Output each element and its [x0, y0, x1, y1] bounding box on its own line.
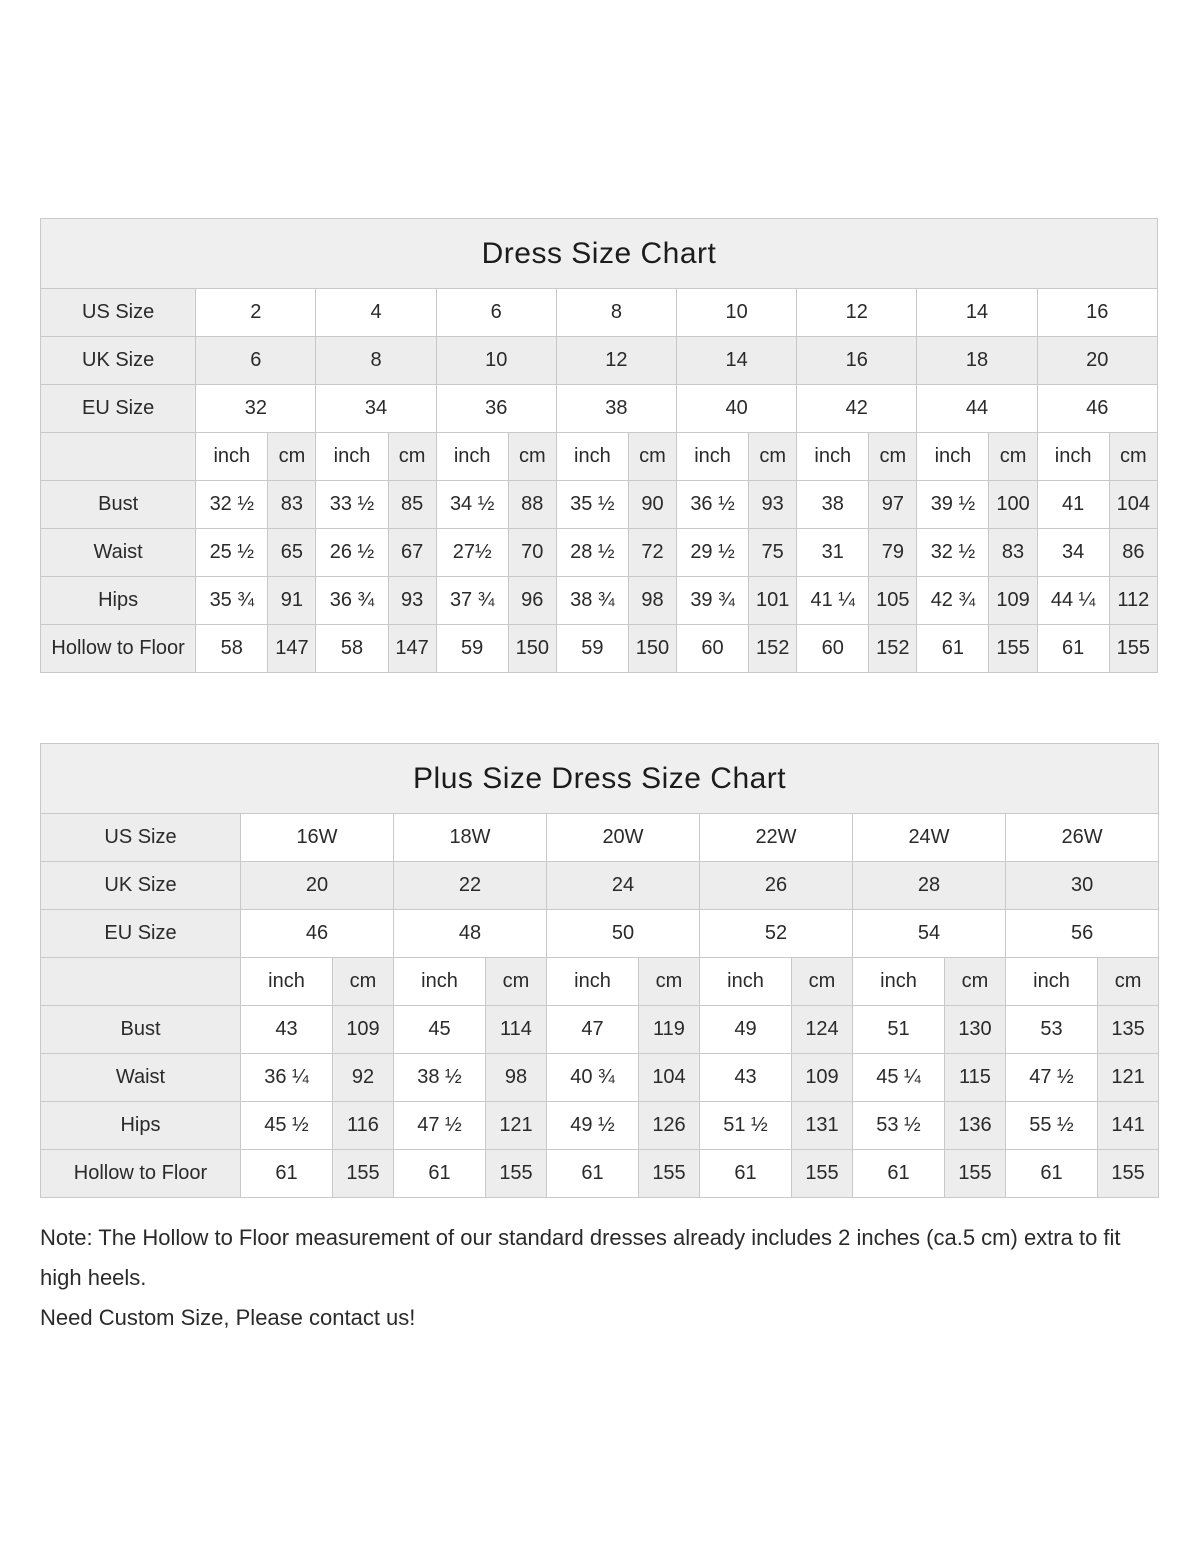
measurement-inch-cell: 35 ¾ [196, 577, 268, 625]
row-label: Hips [41, 1102, 241, 1150]
measurement-cm-cell: 115 [945, 1054, 1006, 1102]
measurement-inch-cell: 59 [556, 625, 628, 673]
measurement-cm-cell: 67 [388, 529, 436, 577]
measurement-inch-cell: 59 [436, 625, 508, 673]
size-value-cell: 36 [436, 385, 556, 433]
unit-inch-label: inch [677, 433, 749, 481]
unit-row-label [41, 958, 241, 1006]
size-value-cell: 46 [1037, 385, 1157, 433]
unit-cm-label: cm [989, 433, 1037, 481]
measurement-inch-cell: 38 [797, 481, 869, 529]
measurement-inch-cell: 61 [547, 1150, 639, 1198]
measurement-inch-cell: 49 ½ [547, 1102, 639, 1150]
measurement-cm-cell: 121 [486, 1102, 547, 1150]
size-value-cell: 14 [917, 289, 1037, 337]
measurement-cm-cell: 130 [945, 1006, 1006, 1054]
size-value-cell: 2 [196, 289, 316, 337]
measurement-inch-cell: 58 [196, 625, 268, 673]
size-value-cell: 6 [436, 289, 556, 337]
measurement-inch-cell: 61 [700, 1150, 792, 1198]
measurement-cm-cell: 116 [333, 1102, 394, 1150]
measurement-inch-cell: 38 ½ [394, 1054, 486, 1102]
measurement-cm-cell: 150 [628, 625, 676, 673]
measurement-cm-cell: 152 [869, 625, 917, 673]
measurement-cm-cell: 112 [1109, 577, 1157, 625]
size-value-cell: 12 [556, 337, 676, 385]
measurement-cm-cell: 121 [1098, 1054, 1159, 1102]
measurement-inch-cell: 31 [797, 529, 869, 577]
unit-cm-label: cm [1109, 433, 1157, 481]
table-title: Plus Size Dress Size Chart [41, 744, 1159, 814]
unit-inch-label: inch [1006, 958, 1098, 1006]
measurement-cm-cell: 152 [749, 625, 797, 673]
measurement-inch-cell: 61 [241, 1150, 333, 1198]
measurement-inch-cell: 38 ¾ [556, 577, 628, 625]
measurement-cm-cell: 155 [945, 1150, 1006, 1198]
size-value-cell: 10 [436, 337, 556, 385]
measurement-cm-cell: 70 [508, 529, 556, 577]
size-value-cell: 30 [1006, 862, 1159, 910]
unit-cm-label: cm [628, 433, 676, 481]
measurement-cm-cell: 155 [989, 625, 1037, 673]
measurement-cm-cell: 109 [333, 1006, 394, 1054]
size-value-cell: 46 [241, 910, 394, 958]
row-label: Hollow to Floor [41, 1150, 241, 1198]
row-label: US Size [41, 814, 241, 862]
measurement-inch-cell: 29 ½ [677, 529, 749, 577]
row-label: UK Size [41, 337, 196, 385]
measurement-cm-cell: 96 [508, 577, 556, 625]
size-value-cell: 52 [700, 910, 853, 958]
size-value-cell: 24 [547, 862, 700, 910]
unit-inch-label: inch [394, 958, 486, 1006]
measurement-inch-cell: 34 ½ [436, 481, 508, 529]
measurement-inch-cell: 60 [677, 625, 749, 673]
measurement-inch-cell: 35 ½ [556, 481, 628, 529]
size-value-cell: 32 [196, 385, 316, 433]
size-value-cell: 10 [677, 289, 797, 337]
measurement-inch-cell: 55 ½ [1006, 1102, 1098, 1150]
row-label: Hollow to Floor [41, 625, 196, 673]
size-value-cell: 38 [556, 385, 676, 433]
row-label: Bust [41, 1006, 241, 1054]
size-value-cell: 8 [556, 289, 676, 337]
note-hollow-to-floor-text: Note: The Hollow to Floor measurement of our standard dresses already includes 2 inches (ca.5 cm) extra to fit high heels. [40, 1225, 1121, 1290]
size-value-cell: 18 [917, 337, 1037, 385]
size-value-cell: 26 [700, 862, 853, 910]
plus-size-dress-size-chart-table [40, 743, 1159, 1198]
note-custom-size-text: Need Custom Size, Please contact us! [40, 1305, 416, 1330]
size-value-cell: 26W [1006, 814, 1159, 862]
unit-row-label [41, 433, 196, 481]
unit-cm-label: cm [486, 958, 547, 1006]
size-value-cell: 54 [853, 910, 1006, 958]
size-value-cell: 28 [853, 862, 1006, 910]
table-title: Dress Size Chart [41, 219, 1158, 289]
measurement-cm-cell: 83 [268, 481, 316, 529]
measurement-inch-cell: 34 [1037, 529, 1109, 577]
measurement-cm-cell: 88 [508, 481, 556, 529]
size-value-cell: 22 [394, 862, 547, 910]
measurement-cm-cell: 75 [749, 529, 797, 577]
size-value-cell: 16W [241, 814, 394, 862]
unit-inch-label: inch [196, 433, 268, 481]
unit-inch-label: inch [700, 958, 792, 1006]
unit-cm-label: cm [749, 433, 797, 481]
measurement-cm-cell: 86 [1109, 529, 1157, 577]
measurement-cm-cell: 136 [945, 1102, 1006, 1150]
measurement-inch-cell: 61 [1037, 625, 1109, 673]
measurement-cm-cell: 101 [749, 577, 797, 625]
row-label: EU Size [41, 385, 196, 433]
size-value-cell: 6 [196, 337, 316, 385]
measurement-cm-cell: 85 [388, 481, 436, 529]
size-value-cell: 40 [677, 385, 797, 433]
measurement-cm-cell: 124 [792, 1006, 853, 1054]
unit-inch-label: inch [1037, 433, 1109, 481]
dress-size-chart-table [40, 218, 1158, 673]
tables-container [40, 218, 1160, 1198]
measurement-inch-cell: 40 ¾ [547, 1054, 639, 1102]
measurement-inch-cell: 32 ½ [917, 529, 989, 577]
size-value-cell: 44 [917, 385, 1037, 433]
unit-cm-label: cm [268, 433, 316, 481]
measurement-cm-cell: 104 [1109, 481, 1157, 529]
measurement-cm-cell: 90 [628, 481, 676, 529]
size-value-cell: 48 [394, 910, 547, 958]
measurement-inch-cell: 47 [547, 1006, 639, 1054]
row-label: Waist [41, 529, 196, 577]
measurement-inch-cell: 61 [853, 1150, 945, 1198]
measurement-inch-cell: 25 ½ [196, 529, 268, 577]
size-value-cell: 24W [853, 814, 1006, 862]
measurement-inch-cell: 37 ¾ [436, 577, 508, 625]
measurement-cm-cell: 155 [639, 1150, 700, 1198]
measurement-inch-cell: 53 [1006, 1006, 1098, 1054]
measurement-inch-cell: 41 [1037, 481, 1109, 529]
size-value-cell: 12 [797, 289, 917, 337]
unit-cm-label: cm [945, 958, 1006, 1006]
measurement-inch-cell: 61 [394, 1150, 486, 1198]
unit-inch-label: inch [316, 433, 388, 481]
measurement-inch-cell: 26 ½ [316, 529, 388, 577]
size-value-cell: 16 [797, 337, 917, 385]
unit-inch-label: inch [797, 433, 869, 481]
size-value-cell: 56 [1006, 910, 1159, 958]
measurement-inch-cell: 51 [853, 1006, 945, 1054]
measurement-inch-cell: 39 ¾ [677, 577, 749, 625]
measurement-inch-cell: 28 ½ [556, 529, 628, 577]
measurement-cm-cell: 100 [989, 481, 1037, 529]
unit-cm-label: cm [333, 958, 394, 1006]
measurement-cm-cell: 114 [486, 1006, 547, 1054]
unit-inch-label: inch [853, 958, 945, 1006]
size-value-cell: 8 [316, 337, 436, 385]
measurement-inch-cell: 45 ½ [241, 1102, 333, 1150]
size-value-cell: 18W [394, 814, 547, 862]
measurement-cm-cell: 98 [486, 1054, 547, 1102]
measurement-cm-cell: 155 [333, 1150, 394, 1198]
measurement-cm-cell: 105 [869, 577, 917, 625]
measurement-cm-cell: 93 [388, 577, 436, 625]
unit-cm-label: cm [388, 433, 436, 481]
measurement-cm-cell: 83 [989, 529, 1037, 577]
measurement-inch-cell: 53 ½ [853, 1102, 945, 1150]
unit-inch-label: inch [241, 958, 333, 1006]
measurement-cm-cell: 98 [628, 577, 676, 625]
measurement-inch-cell: 33 ½ [316, 481, 388, 529]
measurement-cm-cell: 97 [869, 481, 917, 529]
measurement-cm-cell: 104 [639, 1054, 700, 1102]
measurement-cm-cell: 131 [792, 1102, 853, 1150]
row-label: US Size [41, 289, 196, 337]
measurement-cm-cell: 155 [1109, 625, 1157, 673]
measurement-inch-cell: 36 ¾ [316, 577, 388, 625]
measurement-inch-cell: 27½ [436, 529, 508, 577]
unit-inch-label: inch [436, 433, 508, 481]
measurement-inch-cell: 45 [394, 1006, 486, 1054]
size-value-cell: 42 [797, 385, 917, 433]
measurement-cm-cell: 155 [486, 1150, 547, 1198]
measurement-cm-cell: 135 [1098, 1006, 1159, 1054]
measurement-inch-cell: 42 ¾ [917, 577, 989, 625]
measurement-cm-cell: 93 [749, 481, 797, 529]
measurement-inch-cell: 39 ½ [917, 481, 989, 529]
row-label: Waist [41, 1054, 241, 1102]
measurement-cm-cell: 147 [268, 625, 316, 673]
measurement-cm-cell: 119 [639, 1006, 700, 1054]
measurement-inch-cell: 43 [241, 1006, 333, 1054]
size-value-cell: 22W [700, 814, 853, 862]
measurement-cm-cell: 91 [268, 577, 316, 625]
measurement-cm-cell: 147 [388, 625, 436, 673]
size-value-cell: 14 [677, 337, 797, 385]
measurement-inch-cell: 32 ½ [196, 481, 268, 529]
size-value-cell: 34 [316, 385, 436, 433]
measurement-cm-cell: 155 [792, 1150, 853, 1198]
measurement-inch-cell: 45 ¼ [853, 1054, 945, 1102]
size-value-cell: 20 [241, 862, 394, 910]
measurement-inch-cell: 36 ¼ [241, 1054, 333, 1102]
measurement-cm-cell: 109 [989, 577, 1037, 625]
unit-cm-label: cm [508, 433, 556, 481]
row-label: Bust [41, 481, 196, 529]
measurement-cm-cell: 79 [869, 529, 917, 577]
measurement-cm-cell: 150 [508, 625, 556, 673]
unit-inch-label: inch [556, 433, 628, 481]
measurement-cm-cell: 92 [333, 1054, 394, 1102]
row-label: UK Size [41, 862, 241, 910]
size-value-cell: 20 [1037, 337, 1157, 385]
size-value-cell: 16 [1037, 289, 1157, 337]
measurement-inch-cell: 36 ½ [677, 481, 749, 529]
unit-cm-label: cm [792, 958, 853, 1006]
row-label: Hips [41, 577, 196, 625]
measurement-inch-cell: 49 [700, 1006, 792, 1054]
size-value-cell: 50 [547, 910, 700, 958]
row-label: EU Size [41, 910, 241, 958]
unit-cm-label: cm [639, 958, 700, 1006]
measurement-inch-cell: 47 ½ [1006, 1054, 1098, 1102]
size-value-cell: 20W [547, 814, 700, 862]
measurement-inch-cell: 61 [1006, 1150, 1098, 1198]
measurement-inch-cell: 47 ½ [394, 1102, 486, 1150]
unit-cm-label: cm [1098, 958, 1159, 1006]
measurement-cm-cell: 65 [268, 529, 316, 577]
unit-inch-label: inch [547, 958, 639, 1006]
measurement-inch-cell: 44 ¼ [1037, 577, 1109, 625]
measurement-cm-cell: 141 [1098, 1102, 1159, 1150]
measurement-cm-cell: 109 [792, 1054, 853, 1102]
measurement-cm-cell: 72 [628, 529, 676, 577]
note [40, 1218, 1160, 1338]
measurement-inch-cell: 60 [797, 625, 869, 673]
unit-inch-label: inch [917, 433, 989, 481]
measurement-inch-cell: 43 [700, 1054, 792, 1102]
measurement-inch-cell: 61 [917, 625, 989, 673]
measurement-inch-cell: 41 ¼ [797, 577, 869, 625]
measurement-cm-cell: 126 [639, 1102, 700, 1150]
measurement-cm-cell: 155 [1098, 1150, 1159, 1198]
unit-cm-label: cm [869, 433, 917, 481]
measurement-inch-cell: 51 ½ [700, 1102, 792, 1150]
size-value-cell: 4 [316, 289, 436, 337]
measurement-inch-cell: 58 [316, 625, 388, 673]
